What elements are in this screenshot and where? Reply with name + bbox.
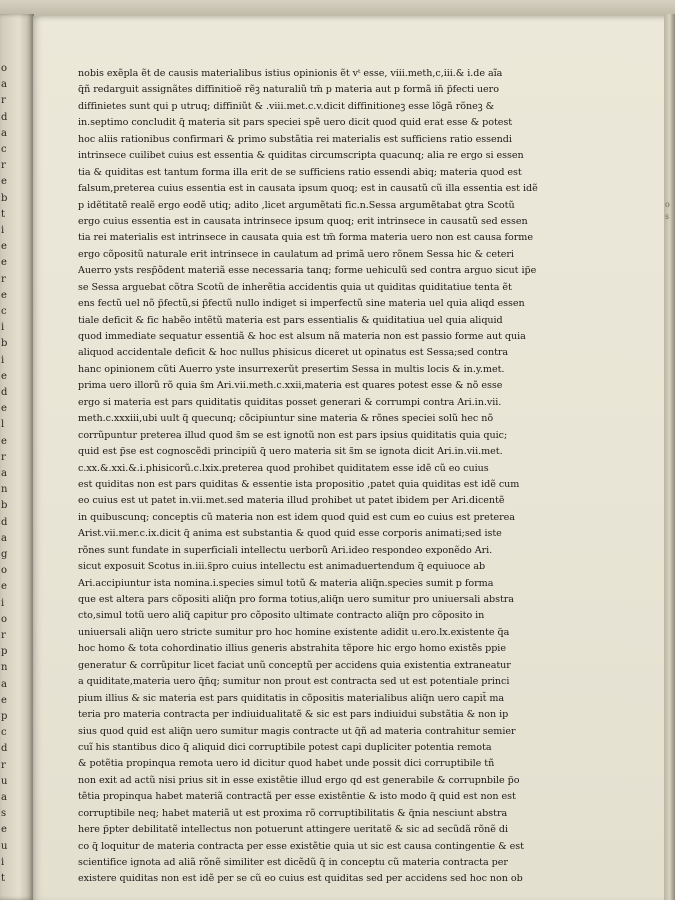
left-margin-fragment: a (1, 532, 7, 544)
text-line: tiale deficit & fic habẽo intẽtũ materia est pars essentialis & quiditatiua uel quia aliquid (78, 314, 503, 326)
text-line: ergo si materia est pars quiditatis quiditas posset generari & corrumpi contra Ari.in.vii. (78, 396, 502, 408)
left-margin-fragment: e (1, 289, 7, 301)
text-line: ergo cõpositũ naturale erit intrinsece in caulatum ad primã uero rõnem Sessa hic & ceteri (78, 248, 514, 260)
left-margin-fragment: o (1, 613, 8, 625)
text-line: sicut exposuit Scotus in.iii.s̃pro cuius intellectu est animaduertendum q̃ equiuoce ab (78, 561, 486, 573)
text-line: here p̃pter debilitatẽ intellectus non potuerunt attingere ueritatẽ & sic ad secũdã rõnẽ di (78, 824, 509, 836)
left-margin-fragment: u (1, 775, 8, 787)
text-line: rõnes sunt fundate in superficiali intellectu uerborũ Ari.ideo respondeo exponẽdo Ari. (78, 544, 493, 556)
text-line: co q̃ loquitur de materia contracta per esse existẽtie quia ut sic est causa contingentie & est (78, 840, 524, 852)
left-margin-fragment: s (1, 808, 7, 820)
text-line: teria pro materia contracta per indiuidualitatẽ & sic est pars indiuidui substãtia & non ip (78, 709, 509, 721)
left-margin-fragment: a (1, 468, 7, 479)
left-margin-fragment: p (1, 711, 8, 722)
text-line: Ari.accipiuntur ista nomina.i.species simul totũ & materia aliq̃n.species sumit p forma (78, 577, 494, 589)
text-line: diffinietes sunt qui p utruq; diffiniũt & .viii.met.c.v.dicit diffinitioneꝫ esse lõgã rõneꝫ & (78, 100, 495, 112)
text-line: aliquod accidentale deficit & hoc nullus phisicus diceret ut opinatus est Sessa;sed contra (78, 347, 509, 359)
text-line: que est altera pars cõpositi aliq̃n pro forma totius,aliq̃n uero sumitur pro uniuersali abstra (78, 594, 514, 605)
text-line: falsum,preterea cuius essentia est in causata ipsum quoq; est in causatũ cũ illa essentia est idẽ (78, 183, 538, 195)
left-margin-fragment: a (1, 79, 7, 91)
text-line: c.xx.&.xxi.&.i.phisicorũ.c.lxix.preterea quod prohibet quiditatem esse idẽ cũ eo cuius (78, 462, 489, 474)
left-margin-fragment: i (1, 225, 5, 236)
left-margin-fragment: u (1, 840, 8, 852)
text-line: in quibuscunq; conceptis cũ materia non est idem quod quid est cum eo cuius est preterea (78, 511, 515, 523)
left-margin-fragment: n (1, 662, 8, 674)
text-line: & potẽtia propinqua remota uero id dicitur quod habet unde possit dici corruptibile tñ (78, 758, 495, 770)
text-line: non exit ad actũ nisi prius sit in esse existẽtie illud ergo qd est generabile & corrupnbile p̃o (78, 774, 520, 786)
left-margin-fragment: r (1, 273, 6, 285)
left-margin-fragment: e (1, 403, 7, 415)
text-line: hoc aliis rationibus confirmari & primo substãtia rei materialis est sufficiens ratio essendi (78, 133, 512, 145)
left-margin-fragment: c (1, 306, 7, 317)
text-line: ens fectũ uel nõ p̃fectũ,si p̃fectũ nullo indiget si imperfectũ sine materia uel quia aliqd essen (78, 298, 525, 310)
text-line: meth.c.xxxiii,ubi uult q̃ quecunq; cõcipiuntur sine materia & rõnes speciei solũ hec nõ (78, 413, 494, 425)
left-margin-fragment: e (1, 824, 7, 836)
left-margin-fragment: a (1, 127, 7, 139)
text-line: ergo cuius essentia est in causata intrinsece ipsum quoq; erit intrinsece in causatũ sed essen (78, 215, 528, 227)
text-line: se Sessa arguebat cõtra Scotũ de inherẽtia accidentis quia ut quiditas quiditatiue tenta ẽt (78, 281, 512, 293)
left-margin-fragment: t (1, 873, 6, 884)
left-margin-fragment: p (1, 646, 8, 658)
left-margin-fragment: b (1, 338, 8, 350)
text-line: uniuersali aliq̃n uero stricte sumitur pro hoc homine existente adidit u.ero.lx.existente q̃a (78, 626, 510, 638)
left-margin-fragment: i (1, 322, 5, 334)
text-line: Auerro ysts resp̃õdent materiã esse necessaria tanq; forme uehiculũ sed contra arguo sicut ip̃e (78, 265, 537, 277)
left-margin-fragment: l (1, 419, 5, 431)
text-line: corruptibile neq; habet materiã ut est proxima rõ corruptibilitatis & q̃nia nesciunt abstra (78, 807, 508, 819)
text-line: q̃ñ redarguit assignãtes diffinitioẽ rẽꝫ naturaliũ tm̃ p materia aut p formã in̄ p̃fecti uero (78, 84, 499, 96)
text-line: hanc opinionem cũti Auerro yste insurrexerũt presertim Sessa in multis locis & in.y.met. (78, 363, 505, 375)
left-margin-fragment: e (1, 435, 7, 447)
left-margin-fragment: o (1, 63, 8, 74)
text-line: existere quiditas non est idẽ per se cũ eo cuius est quiditas sed per accidens sed hoc non ob (78, 873, 523, 885)
text-line: a quiditate,materia uero q̃n̄q; sumitur non prout est contracta sed ut est potentiale princi (78, 676, 510, 688)
text-line: in.septimo concludit q̃ materia sit pars speciei spẽ uero dicit quod quid erat esse & potest (78, 117, 513, 129)
text-line: tia & quiditas est tantum forma illa erit de se sufficiens ratio essendi abiq; materia quod est (78, 166, 522, 178)
text-line: Arist.vii.mer.c.ix.dicit q̃ anima est substantia & quod quid esse corporis animati;sed iste (78, 528, 502, 540)
left-margin-fragment: i (1, 597, 5, 609)
text-line: p idẽtitatẽ realẽ ergo eodẽ utiq; adito ,licet argumẽtati fic.n.Sessa argumẽtabat ꝯtra Scotũ (78, 199, 515, 211)
text-line: tẽtia propinqua habet materiã contractã per esse existẽntie & isto modo q̃ quid est non est (78, 791, 516, 803)
text-block (78, 66, 634, 888)
text-line: quod immediate sequatur essentiã & hoc est alsum nã materia non est passio forme aut quia (78, 331, 526, 342)
left-margin-fragment: d (1, 743, 8, 755)
text-line: prima uero illorũ rõ quia s̃m Ari.vii.meth.c.xxii,materia est quares potest esse & nõ esse (78, 380, 503, 392)
text-line: scientifice ignota ad aliã rõnẽ similiter est dicẽdũ q̃ in conceptu cũ materia contracta per (78, 857, 508, 868)
left-margin-fragment: e (1, 176, 7, 188)
top-book-edge (0, 0, 675, 16)
left-margin-fragment: e (1, 370, 7, 382)
left-margin-fragment: i (1, 856, 5, 868)
left-margin-fragment: o (1, 565, 8, 577)
text-line: generatur & corrũpitur licet faciat unũ conceptũ per accidens quia existentia extraneatur (78, 659, 511, 671)
left-margin-fragment: e (1, 257, 7, 269)
text-line: eo cuius est ut patet in.vii.met.sed materia illud prohibet ut patet ibidem per Ari.dicentẽ (78, 495, 505, 507)
left-margin-fragment: r (1, 160, 6, 172)
left-margin-fragment: n (1, 484, 8, 496)
left-margin-fragment: t (1, 208, 6, 220)
left-margin-fragment: r (1, 451, 6, 463)
text-line: quid est p̃se est cognoscẽdi principiũ q̃ uero materia sit s̃m se ignota dicit Ari.in.vii.met. (78, 446, 503, 458)
left-margin-fragment: a (1, 678, 7, 690)
text-line: corrũpuntur preterea illud quod s̃m se est ignotũ non est pars ipsius quiditatis quia quic; (78, 429, 508, 441)
left-margin-fragment: e (1, 694, 7, 706)
left-margin-fragment: r (1, 95, 6, 107)
right-page-edge (664, 14, 675, 900)
text-line: tia rei materialis est intrinsece in causata quia est tm̃ forma materia uero non est causa forme (78, 232, 533, 244)
text-line: sius quod quid est aliq̃n uero sumitur magis contracte ut q̃ñ ad materia contrahitur semier (78, 725, 516, 737)
left-margin-fragment: e (1, 581, 7, 593)
left-margin-fragment: b (1, 500, 8, 512)
left-margin-fragment: d (1, 516, 8, 528)
left-margin-fragment: b (1, 192, 8, 204)
left-margin-fragment: d (1, 111, 8, 123)
left-margin-fragment: a (1, 792, 7, 803)
left-page-edge (0, 14, 34, 900)
right-margin-fragment: o (665, 200, 670, 209)
text-line: pium illius & sic materia est pars quiditatis in cõpositis materialibus aliq̃n uero capit̄ ma (78, 692, 505, 704)
left-margin-fragment: d (1, 387, 8, 398)
text-line: cto,simul totũ uero aliq̃ capitur pro cõposito ultimate contracto aliq̃n pro cõposito in (78, 610, 485, 622)
text-line: cuĩ his stantibus dico q̃ aliquid dici corruptibile potest capi dupliciter potentia remota (78, 741, 492, 753)
left-margin-fragment: r (1, 759, 6, 771)
text-line: est quiditas non est pars quiditas & essentie ista propositio ,patet quia quiditas est idẽ cum (78, 478, 520, 490)
text-line: intrinsece cuilibet cuius est essentia & quiditas circumscripta quacunq; alia re ergo si essen (78, 150, 524, 162)
left-margin-fragment: c (1, 727, 7, 739)
text-line: nobis exẽpla ẽt de causis materialibus istius opinionis ẽt vᵗ esse, viii.meth,c,iii.& i.de aĩa (78, 68, 503, 79)
left-margin-fragment: c (1, 144, 7, 155)
left-margin-fragment: g (1, 549, 8, 560)
right-margin-fragment: s (665, 212, 670, 221)
left-margin-fragment: i (1, 354, 5, 366)
left-margin-fragment: r (1, 630, 6, 641)
left-margin-fragment: e (1, 241, 7, 253)
text-line: hoc homo & tota cohordinatio illius generis abstrahita tẽpore hic ergo homo existẽs ppie (78, 643, 506, 655)
